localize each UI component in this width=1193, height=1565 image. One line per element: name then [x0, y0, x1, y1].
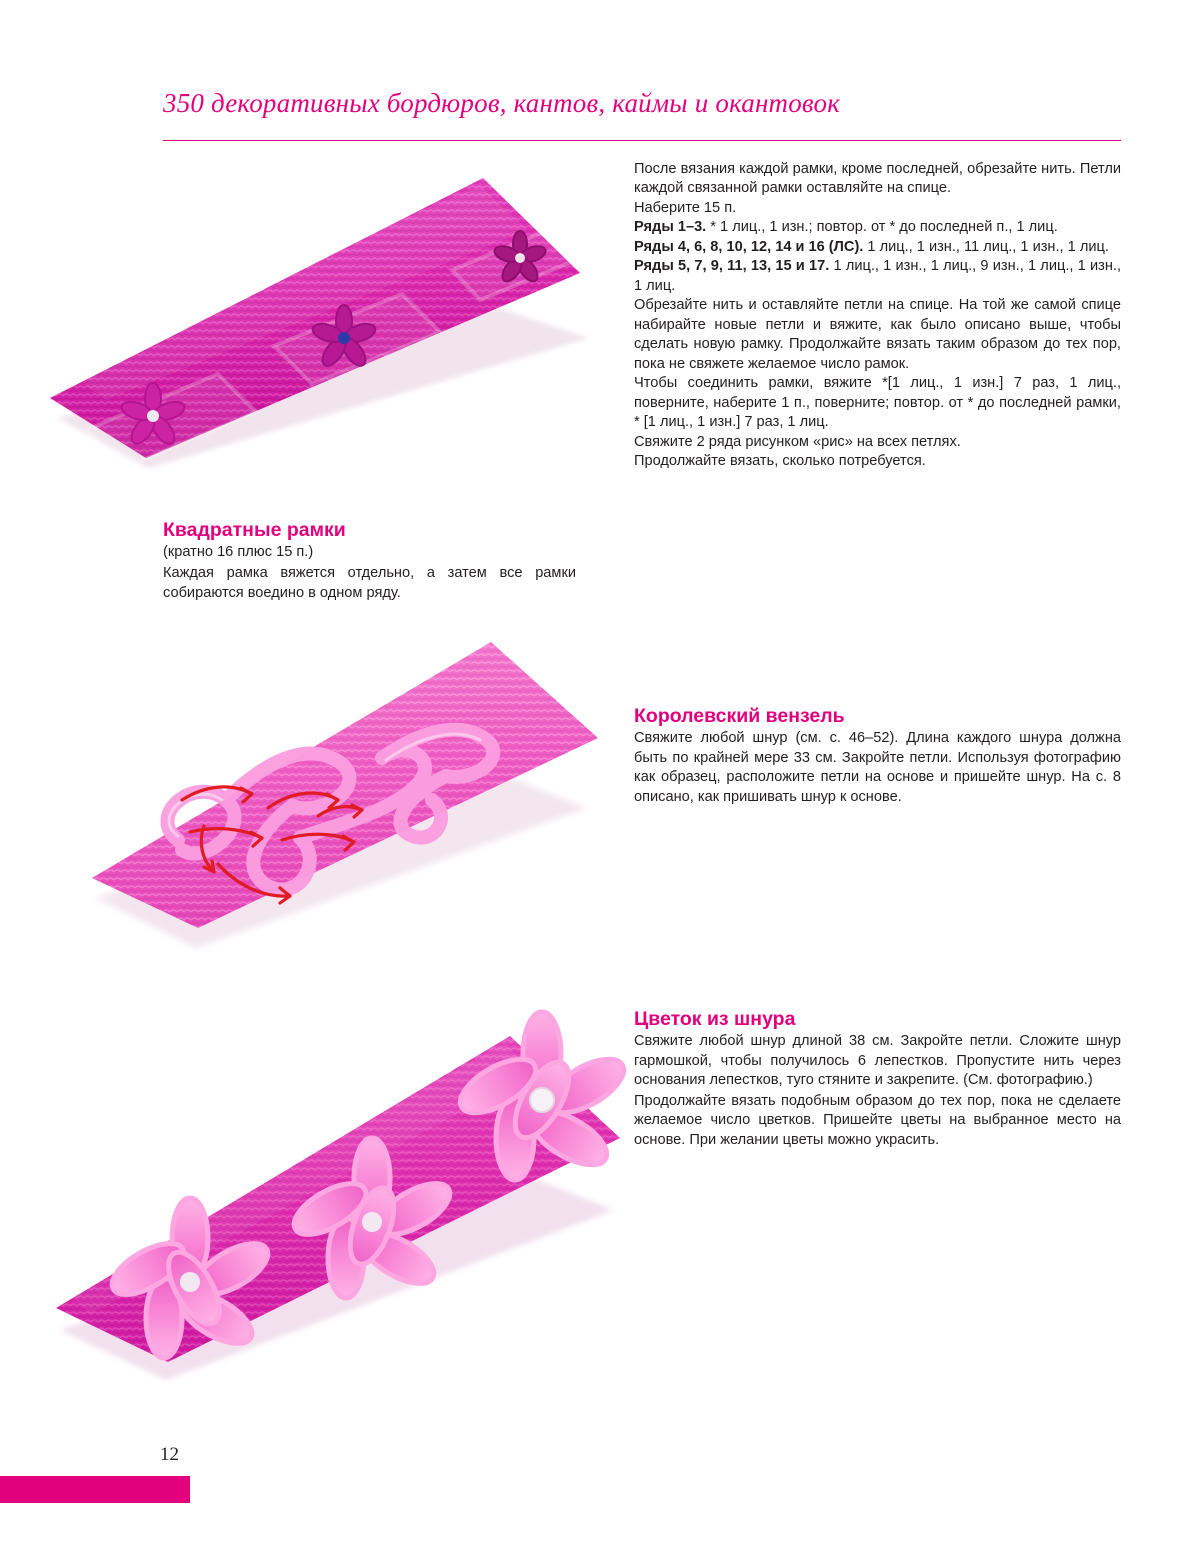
intro-paragraph-1: После вязания каждой рамки, кроме последней, обрезайте нить. Петли каждой связанной рамки оставляйте на спице. [634, 161, 1121, 197]
page-header [163, 88, 1123, 119]
figure-square-frames [28, 168, 603, 498]
pattern-flower-title: Цветок из шнура [634, 1008, 796, 1030]
cord-flowers-illustration [42, 990, 642, 1410]
body-paragraph-4: Продолжайте вязать, сколько потребуется. [634, 453, 926, 470]
intro-paragraph-2: Наберите 15 п. [634, 199, 737, 216]
pattern-royal-description: Свяжите любой шнур (см. с. 46–52). Длина каждого шнура должна быть по крайней мере 33 см. Закройте петли. Используя фотографию как образец, расположите петли на основе и пришейте шнур. На с. 8 описано, как пришивать шнур к основе. [634, 730, 1121, 805]
body-paragraph-2: Чтобы соединить рамки, вяжите *[1 лиц., 1 изн.] 7 раз, 1 лиц., поверните, наберите 1 п., поверните; повтор. от * до последней рамки, * [1 лиц., 1 изн.] 7 раз, 1 лиц. [634, 375, 1121, 431]
caption-square-frames [163, 519, 576, 603]
pattern-flower-paragraph-1: Свяжите любой шнур длиной 38 см. Закройте петли. Сложите шнур гармошкой, чтобы получилось 6 лепестков. Пропустите нить через основания лепестков, туго стяните и закрепите. (См. фотографию.) [634, 1033, 1121, 1089]
book-title: 350 декоративных бордюров, кантов, каймы и окантовок [163, 88, 841, 118]
footer-accent-bar [0, 1476, 190, 1503]
pattern-royal-title: Королевский вензель [634, 705, 845, 727]
rows-1-3 [634, 218, 1121, 237]
square-frames-illustration [28, 168, 603, 498]
body-paragraph-1: Обрезайте нить и оставляйте петли на спице. На той же самой спице набирайте новые петли и вяжите, как было описано выше, чтобы сделать новую рамку. Продолжайте вязать таким образом до тех пор, пока не свяжете желаемое число рамок. [634, 297, 1121, 372]
rows-odd [634, 257, 1121, 296]
instructions-square-frames [634, 160, 1121, 472]
rows-even-text: 1 лиц., 1 изн., 11 лиц., 1 изн., 1 лиц. [863, 238, 1109, 255]
rows-odd-text: 1 лиц., 1 изн., 1 лиц., 9 изн., 1 лиц., 1 изн., 1 лиц. [634, 258, 1121, 294]
rows-1-3-label: Ряды 1–3. [634, 219, 707, 236]
figure-royal-monogram [86, 628, 616, 968]
figure-cord-flowers [42, 990, 642, 1410]
pattern-frames-title: Квадратные рамки [163, 519, 346, 541]
pattern-frames-repeat: (кратно 16 плюс 15 п.) [163, 544, 314, 561]
royal-monogram-illustration [86, 628, 616, 968]
pattern-royal-monogram [634, 705, 1121, 807]
page-number: 12 [160, 1444, 179, 1465]
rows-even [634, 238, 1121, 257]
pattern-cord-flower [634, 1008, 1121, 1150]
rows-even-label: Ряды 4, 6, 8, 10, 12, 14 и 16 (ЛС). [634, 238, 864, 255]
pattern-flower-paragraph-2: Продолжайте вязать подобным образом до тех пор, пока не сделаете желаемое число цветков. Пришейте цветы на выбранное место на основе. При желании цветы можно украсить. [634, 1092, 1121, 1148]
rows-1-3-text: * 1 лиц., 1 изн.; повтор. от * до последней п., 1 лиц. [706, 219, 1058, 236]
rows-odd-label: Ряды 5, 7, 9, 11, 13, 15 и 17. [634, 258, 830, 275]
body-paragraph-3: Свяжите 2 ряда рисунком «рис» на всех петлях. [634, 433, 961, 450]
header-divider [163, 140, 1121, 141]
pattern-frames-description: Каждая рамка вяжется отдельно, а затем все рамки собираются воедино в одном ряду. [163, 565, 576, 601]
